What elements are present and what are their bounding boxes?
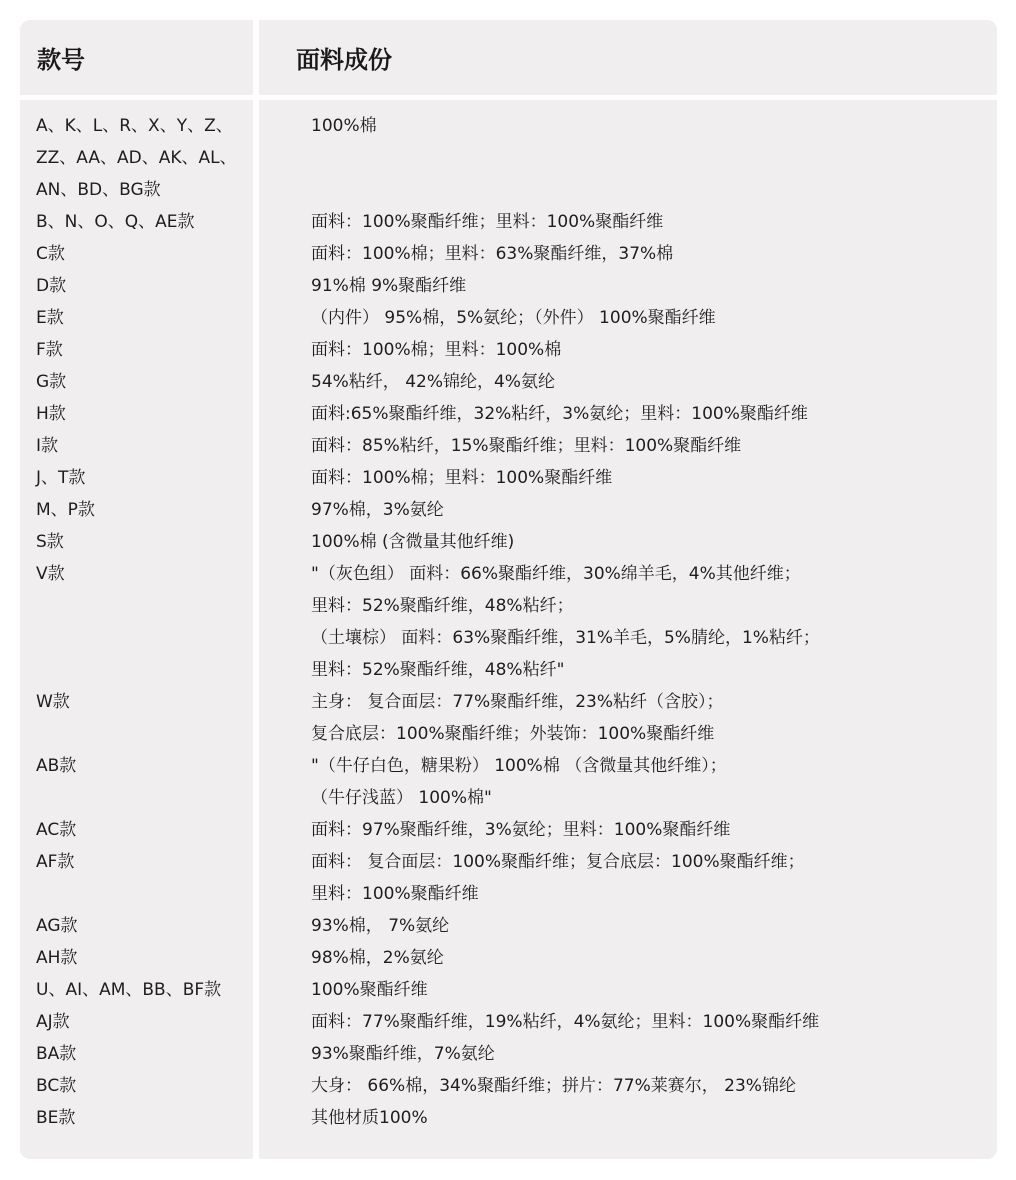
fabric-cell: 93%聚酯纤维，7%氨纶 [311, 1044, 495, 1064]
fabric-cell: 面料：100%聚酯纤维；里料：100%聚酯纤维 [311, 212, 664, 232]
fabric-composition-table [20, 20, 997, 1159]
table-row [20, 910, 997, 942]
table-row [20, 1006, 997, 1038]
style-code-cell: BA款 [36, 1044, 77, 1064]
fabric-cell: 主身： 复合面层：77%聚酯纤维，23%粘纤（含胶）； 复合底层：100%聚酯纤维；外装饰：100%聚酯纤维 [311, 692, 724, 744]
fabric-cell: 面料：85%粘纤，15%聚酯纤维；里料：100%聚酯纤维 [311, 436, 742, 456]
fabric-cell: 100%聚酯纤维 [311, 980, 428, 1000]
table-row [20, 814, 997, 846]
style-code-cell: E款 [36, 308, 64, 328]
table-body [20, 110, 997, 1134]
fabric-cell: 其他材质100% [311, 1108, 428, 1128]
style-code-cell: J、T款 [36, 468, 86, 488]
style-code-cell: A、K、L、R、X、Y、Z、 ZZ、AA、AD、AK、AL、 AN、BD、BG款 [36, 116, 237, 200]
table-row [20, 302, 997, 334]
table-row [20, 430, 997, 462]
fabric-cell: "（灰色组） 面料：66%聚酯纤维，30%绵羊毛，4%其他纤维； 里料：52%聚酯纤维，48%粘纤； （土壤棕） 面料：63%聚酯纤维，31%羊毛，5%腈纶，1%粘纤； 里料：52%聚酯纤维，48%粘纤" [311, 564, 820, 680]
fabric-cell: 面料:65%聚酯纤维，32%粘纤，3%氨纶；里料：100%聚酯纤维 [311, 404, 808, 424]
style-code-cell: U、AI、AM、BB、BF款 [36, 980, 222, 1000]
fabric-cell: 面料：100%棉；里料：100%聚酯纤维 [311, 468, 613, 488]
style-code-cell: M、P款 [36, 500, 95, 520]
table-row [20, 462, 997, 494]
style-code-cell: AF款 [36, 852, 75, 872]
fabric-cell: 100%棉 [311, 116, 377, 136]
fabric-cell: 面料：77%聚酯纤维，19%粘纤，4%氨纶；里料：100%聚酯纤维 [311, 1012, 820, 1032]
style-code-cell: BC款 [36, 1076, 77, 1096]
table-row [20, 558, 997, 686]
table-row [20, 750, 997, 814]
header-code: 款号 [37, 46, 85, 74]
style-code-cell: F款 [36, 340, 63, 360]
table-row [20, 1070, 997, 1102]
table-row [20, 334, 997, 366]
fabric-cell: 98%棉，2%氨纶 [311, 948, 444, 968]
fabric-cell: 97%棉，3%氨纶 [311, 500, 444, 520]
header-fabric: 面料成份 [296, 46, 392, 74]
table-row [20, 974, 997, 1006]
table-row [20, 686, 997, 750]
style-code-cell: I款 [36, 436, 59, 456]
table-row [20, 846, 997, 910]
style-code-cell: AC款 [36, 820, 77, 840]
style-code-cell: H款 [36, 404, 66, 424]
fabric-cell: 面料：97%聚酯纤维，3%氨纶；里料：100%聚酯纤维 [311, 820, 731, 840]
table-row [20, 398, 997, 430]
table-row [20, 526, 997, 558]
fabric-cell: 面料：100%棉；里料：100%棉 [311, 340, 562, 360]
table-row [20, 366, 997, 398]
fabric-cell: 面料：100%棉；里料：63%聚酯纤维，37%棉 [311, 244, 674, 264]
style-code-cell: W款 [36, 692, 70, 712]
fabric-cell: （内件） 95%棉，5%氨纶；（外件） 100%聚酯纤维 [311, 308, 716, 328]
table-row [20, 206, 997, 238]
style-code-cell: C款 [36, 244, 65, 264]
table-row [20, 494, 997, 526]
fabric-cell: 大身： 66%棉，34%聚酯纤维；拼片：77%莱赛尔， 23%锦纶 [311, 1076, 796, 1096]
style-code-cell: AB款 [36, 756, 77, 776]
fabric-cell: 面料： 复合面层：100%聚酯纤维；复合底层：100%聚酯纤维； 里料：100%聚酯纤维 [311, 852, 805, 904]
header-divider [20, 95, 997, 100]
style-code-cell: AH款 [36, 948, 78, 968]
style-code-cell: AG款 [36, 916, 78, 936]
style-code-cell: BE款 [36, 1108, 76, 1128]
table-row [20, 270, 997, 302]
style-code-cell: D款 [36, 276, 67, 296]
table-row [20, 110, 997, 206]
fabric-cell: 93%棉， 7%氨纶 [311, 916, 450, 936]
table-row [20, 942, 997, 974]
style-code-cell: V款 [36, 564, 65, 584]
table-row [20, 1102, 997, 1134]
style-code-cell: AJ款 [36, 1012, 70, 1032]
fabric-cell: "（牛仔白色，糖果粉） 100%棉 （含微量其他纤维）； （牛仔浅蓝） 100%棉" [311, 756, 727, 808]
style-code-cell: B、N、O、Q、AE款 [36, 212, 195, 232]
fabric-cell: 100%棉 (含微量其他纤维) [311, 532, 515, 552]
fabric-cell: 54%粘纤， 42%锦纶，4%氨纶 [311, 372, 555, 392]
table-row [20, 1038, 997, 1070]
style-code-cell: S款 [36, 532, 64, 552]
fabric-cell: 91%棉 9%聚酯纤维 [311, 276, 467, 296]
table-row [20, 238, 997, 270]
style-code-cell: G款 [36, 372, 67, 392]
